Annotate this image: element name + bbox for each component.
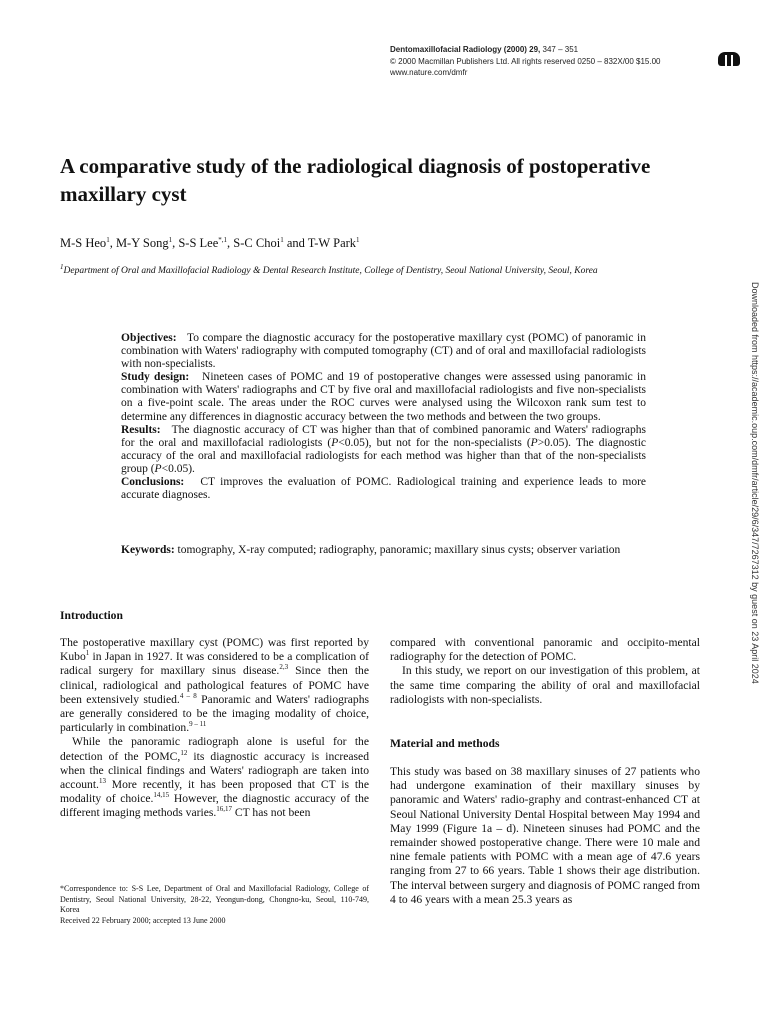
abstract bbox=[121, 332, 646, 502]
affiliation: $^1$Department of Oral and Maxillofacial Radiology & Dental Research Institute, College of Dentistry, Seoul National University, Seoul, Korea bbox=[60, 262, 598, 276]
correspondence-footnote bbox=[60, 884, 369, 926]
abstract-results: Results: The diagnostic accuracy of CT was higher than that of combined panoramic and Waters' radiographs for the oral and maxillofacial radiologists (P<0.05), but not for the non-specialists (P>0.05). The diagnostic accuracy of the oral and maxillofacial radiologists for each method was higher than that of the non-specialists group (P<0.05). bbox=[121, 423, 647, 475]
correspondence-text: *Correspondence to: S-S Lee, Department of Oral and Maxillofacial Radiology, College of Dentistry, Seoul National University, 28-22, Yeongun-dong, Chongno-ku, Seoul, 110-749, Korea bbox=[60, 884, 369, 914]
abstract-conclusions: Conclusions: CT improves the evaluation of POMC. Radiological training and experience leads to more accurate diagnoses. bbox=[121, 476, 647, 502]
section-heading-introduction: Introduction bbox=[60, 609, 123, 622]
intro-paragraph: In this study, we report on our investigation of this problem, at the same time comparing the ability of oral and maxillofacial radiologists with non-specialists. bbox=[390, 664, 700, 706]
journal-name: Dentomaxillofacial Radiology (2000) 29, bbox=[390, 45, 541, 54]
abstract-design: Study design: Nineteen cases of POMC and 19 of postoperative changes were assessed using panoramic in combination with Waters' radiographs and CT by five oral and maxillofacial radiologists and five non-specialists on a five-point scale. The areas under the ROC curves were analysed using the Wilcoxon rank sum test to determine any differences in diagnostic accuracy between the two methods and between the two groups. bbox=[121, 371, 647, 423]
methods-paragraph: This study was based on 38 maxillary sinuses of 27 patients who had undergone examination of their maxillary sinuses by panoramic and Waters' radio-graphy and contrast-enhanced CT at Seoul National University Dental Hospital between May 1994 and May 1999 (Figure 1a – d). Nineteen sinuses had POMC and the remainder showed postoperative change. There were 10 male and nine female patients with POMC with a mean age of 47.6 years ranging from 27 to 66 years. Table 1 shows their age distribution. The interval between surgery and diagnosis of POMC ranged from 4 to 46 years with a mean 25.3 years as bbox=[390, 765, 700, 906]
journal-header bbox=[390, 44, 661, 79]
intro-column-right bbox=[390, 636, 700, 707]
intro-paragraph: While the panoramic radiograph alone is useful for the detection of the POMC,$^{12}$ its diagnostic accuracy is increased when the clinical findings and Waters' radiograph are taken into account.$^{13}$ More recently, it has been proposed that CT is the modality of choice.$^{14,15}$ However, the diagnostic accuracy of the different imaging methods varies.$^{16,17}$ CT has not been bbox=[60, 735, 370, 820]
article-title: A comparative study of the radiological diagnosis of postoperative maxillary cyst bbox=[60, 154, 651, 206]
intro-paragraph: The postoperative maxillary cyst (POMC) was first reported by Kubo$^1$ in Japan in 1927. It was considered to be a complication of radical surgery for maxillary sinus disease.$^{2,3}$ Since then the clinical, radiological and pathological features of POMC have been extensively studied.$^{4 - 8}$ Panoramic and Waters' radiographs are generally considered to be the imaging modality of choice, particularly in combination.$^{9 - 11}$ bbox=[60, 636, 370, 735]
publisher-logo-icon bbox=[718, 52, 740, 66]
abstract-objectives: Objectives: To compare the diagnostic accuracy for the postoperative maxillary cyst (POMC) of panoramic in combination with Waters' radiography with computed tomography (CT) and of oral and maxillofacial radiologists with non-specialists. bbox=[121, 332, 646, 371]
received-date: Received 22 February 2000; accepted 13 June 2000 bbox=[60, 915, 226, 925]
section-heading-methods: Material and methods bbox=[390, 737, 500, 750]
author-list: M-S Heo$^1$, M-Y Song$^1$, S-S Lee$^{*,1}$, S-C Choi$^1$ and T-W Park$^1$ bbox=[60, 235, 360, 250]
methods-column bbox=[390, 765, 700, 907]
journal-url: www.nature.com/dmfr bbox=[390, 68, 468, 77]
intro-paragraph: compared with conventional panoramic and occipito-mental radiography for the detection of POMC. bbox=[390, 636, 700, 664]
copyright-line: © 2000 Macmillan Publishers Ltd. All rights reserved 0250 – 832X/00 $15.00 bbox=[390, 56, 661, 66]
download-notice[interactable]: Downloaded from https://academic.oup.com/dmfr/article/29/6/347/7267312 by guest on 23 April 2024 bbox=[750, 282, 760, 684]
keywords: Keywords: tomography, X-ray computed; radiography, panoramic; maxillary sinus cysts; observer variation bbox=[121, 544, 621, 556]
journal-pages: 347 – 351 bbox=[540, 45, 579, 54]
intro-column-left bbox=[60, 636, 369, 821]
